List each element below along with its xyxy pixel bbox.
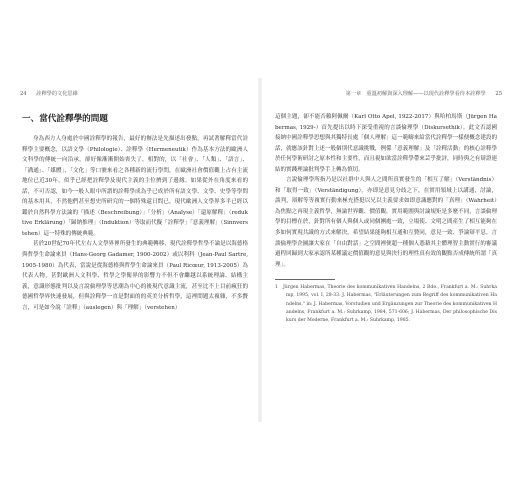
- right-running-title: 第一章 重溫初解與深入理解——以現代詮釋學看待本詮釋學: [345, 91, 486, 97]
- footnote: 1 Jürgen Habermas, Theorie des kommunikativen Handelns, 2 Bde., Frankfurt a. M.: Suhrkamp, 1995, vol. I, 28-33. J. Habermas, "Erläuterungen zum Begriff des kommunikativen Handelns," in: J. Habermas, Vorstudien und Ergänzungen zur Theorie des kommunikativen Handelns, Frankfurt a. M.: Suhrkamp, 1984, 571-606; J. Habermas, Der philosophische Diskurs der Moderne, Frankfurt a. M.: Suhrkamp, 1985.: [275, 285, 497, 324]
- right-running-header: [346, 90, 502, 97]
- body-paragraph: 言說倫理學所指乃是以社群中人與人之間所真實發生的「相互了解」（Verständnis）和「取得一致」（Verständigung）。亦即是意見分歧之下，在實用領域上以講通，討論，談判，辯解等等複實行動來極充搭挺以兄以主義要求如即意識應對的「真理」（Wahrheit）為焦點之再現主義哲學，無論世界觀、價值觀，實用範圍與討論規矩是多麼不同，言談倫理學的目標在於，針對所有個人與個人或同個團處一致，立場使、文明之間產生了相互能夠在多如何實現共識的方式來解決，希望結果能夠相互通和互贊同，意見一致、爭論辯平息。言談倫理學企圖讓大家在「自由對話」之空間裡便超一種個人憑藉其主體理智主動實行的審議過程回歸到大家承認所某種議定價值觀的意見與決行的理性真有效的觀點否成傳統所謂「真理」。: [275, 177, 497, 268]
- book-gutter: [258, 78, 262, 422]
- right-page-number: 25: [495, 91, 502, 97]
- footnote-divider: [275, 279, 335, 280]
- body-paragraph: 甚於20世紀70年代左右人文學界裡所發生的典範轉移，現代詮釋學哲學不論是以海德格與哲學生命論來員（Hans-Georg Gadamer, 1900-2002）或以利科（Jean-Paul Sartre, 1905-1980）為代表，當說是從海德格與哲學生命論來員（Paul Ricœur, 1913-2005）為代表人物，甚對歐洲人文科學、哲學之學衛界的影響力不但不會繼越以系統理論、結構主義，意識形態批判以及言說倫理學等思潮為中心的後現代意識主流，甚至比不上目前瘋狂的德國哲學界快速發展，但與詮釋學一直是對面的的英美分析哲學，這裡問題太複雜，不多贅言，可是如今說「詮釋」（auslegen）與「理解」（verstehen）: [22, 241, 248, 311]
- left-page-number: 24: [20, 91, 27, 97]
- left-running-header: [20, 90, 78, 97]
- body-paragraph: 這個主題，卻不能否賴阿佩爾（Karl Otto Apel, 1922-2017）與哈柏馬斯（Jürgen Habermas, 1929-）首先提出以時下深受重視的言談倫理學（Diskursethik）。此文否認國接納中國詮釋學思想與其獨特長處「個人理解」這一範疇來給當代詮釋學一樣便概念建設的話，就應該針對上述一般個別代意識挑戰，例係「意義理解」及「詮釋活動」的核心詮釋學於任何學術研討之原本性和主要性，而且視如欲當詮釋學帶來芸乎批評，同時與之有辯證連結的實踐理論批判學手上轉為慎切。: [275, 114, 497, 173]
- left-running-title: 詮釋學的文化思維: [36, 91, 78, 97]
- left-page: [22, 112, 248, 313]
- section-title: 一、當代詮釋學的問題: [22, 114, 108, 124]
- right-page: [275, 112, 497, 325]
- body-paragraph: 身為西方人身處於中國詮釋學的報告，最好的辦法是先描述出發點，再試著解釋當代詮釋學主要概念，以語文學（Philologie）、詮釋學（Hermeneutik）作為基本方法的歐洲人文科學的傳統一向沿承，卻好像漸漸開始喪失了，相對的，以「社會」、「人類」、「語言」、「溝通」、「媒體」、「文化」等口號來看之各種新的流行學問，在歐洲社會價值觀上占有主流地位已近30年，似乎已經把詮釋學及現代主義的主位擠到了邊緣。如果從外在角度來看的話，不可否認，如今一般人眼中所謂的詮釋學成為乎已成於所有語文學、文學、史學等學問的基本用具，不然他們甚至想史所研究的一個特殊還日問已，現代歐洲人文學界多半已經以鑑於自然科學方法論的「描述（Beschreibung）」「分析」（Analyse）「還原解釋」（reduktive Erklärung）「歸納推理」（Induktion）等取而代擬「詮釋學」「意義理解」（Sinnverstehen）這一特殊的傳統典範。: [22, 136, 248, 237]
